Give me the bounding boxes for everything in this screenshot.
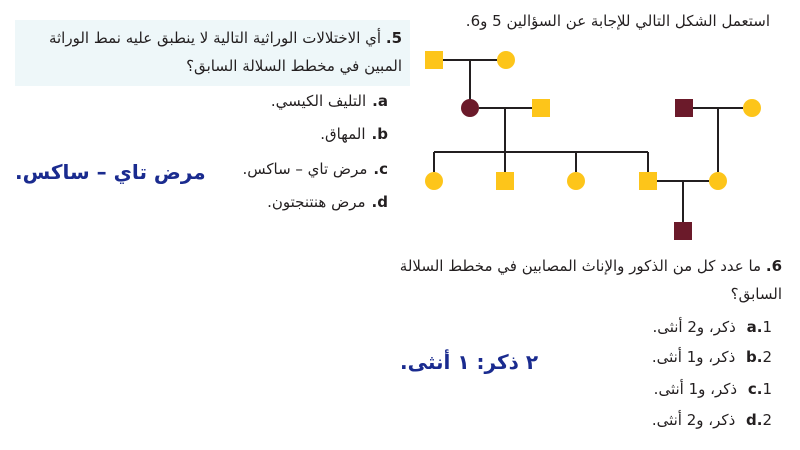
option-text: المهاق.	[320, 125, 366, 143]
option-text: 1 ذكر، و1 أنثى.	[653, 380, 772, 398]
pedigree-male-unaffected	[425, 51, 443, 69]
option-letter: c.	[373, 160, 388, 178]
pedigree-female-unaffected	[709, 172, 727, 190]
q6-handwritten-answer: ٢ ذكر: ١ أنثى.	[400, 350, 539, 374]
pedigree-female-unaffected	[567, 172, 585, 190]
pedigree-intro: استعمل الشكل التالي للإجابة عن السؤالين 5 و6.	[465, 12, 770, 30]
question-5-text: أي الاختلالات الوراثية التالية لا ينطبق عليه نمط الوراثة المبين في مخطط السلالة السابق؟	[48, 29, 402, 75]
option-letter: c.	[747, 380, 763, 398]
option-text: 2 ذكر، و1 أنثى.	[651, 348, 772, 366]
pedigree-female-affected	[461, 99, 479, 117]
pedigree-male-unaffected	[639, 172, 657, 190]
question-6	[397, 252, 782, 308]
q6-option-b[interactable]	[652, 348, 772, 366]
option-letter: d.	[371, 193, 388, 211]
option-letter: b.	[371, 125, 388, 143]
option-letter: d.	[746, 411, 763, 429]
option-text: التليف الكيسي.	[270, 92, 367, 110]
pedigree-male-unaffected	[532, 99, 550, 117]
pedigree-female-unaffected	[743, 99, 761, 117]
q5-handwritten-answer: مرض تاي – ساكس.	[15, 160, 206, 184]
pedigree-lines	[434, 60, 743, 222]
question-6-number: 6.	[765, 257, 782, 275]
pedigree-male-affected	[675, 99, 693, 117]
pedigree-male-affected	[674, 222, 692, 240]
q6-option-c[interactable]	[654, 380, 772, 398]
option-letter: a.	[372, 92, 388, 110]
option-text: 2 ذكر، و2 أنثى.	[651, 411, 772, 429]
q6-option-a[interactable]	[652, 318, 772, 336]
q6-option-d[interactable]	[652, 411, 772, 429]
option-text: مرض تاي – ساكس.	[242, 160, 368, 178]
option-text: 1 ذكر، و2 أنثى.	[652, 318, 772, 336]
pedigree-female-unaffected	[425, 172, 443, 190]
option-letter: a.	[746, 318, 763, 336]
pedigree-female-unaffected	[497, 51, 515, 69]
option-text: مرض هنتنجتون.	[267, 193, 366, 211]
question-6-text: ما عدد كل من الذكور والإناث المصابين في مخطط السلالة السابق؟	[399, 257, 782, 303]
question-5-number: 5.	[385, 29, 402, 47]
pedigree-male-unaffected	[496, 172, 514, 190]
option-letter: b.	[746, 348, 763, 366]
